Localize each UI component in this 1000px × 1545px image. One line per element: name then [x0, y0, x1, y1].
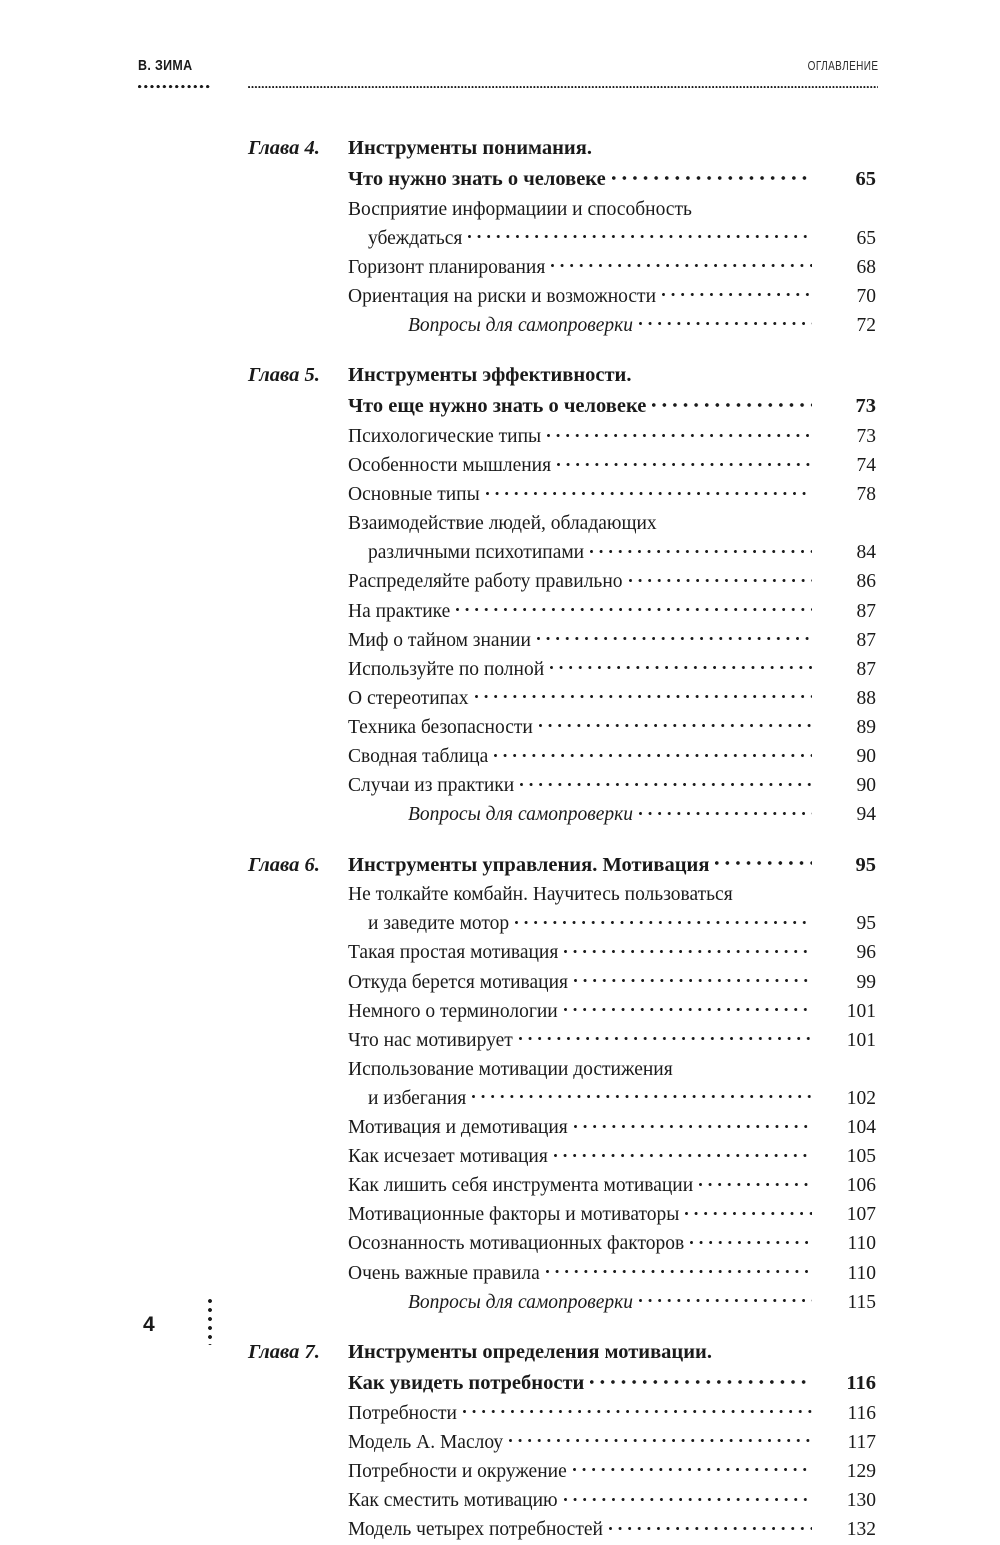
page-number-ref: 94 [856, 804, 876, 826]
toc-entry-title: Такая простая мотивация [348, 942, 559, 964]
dot-leader [570, 968, 816, 988]
page-number-ref: 102 [846, 1087, 876, 1109]
dot-leader [560, 939, 816, 959]
toc-entry-title: Вопросы для самопроверки [408, 804, 634, 826]
dot-leader [594, 134, 816, 155]
page-number-ref: 132 [846, 1519, 876, 1541]
toc-entry-line[interactable] [248, 968, 876, 997]
toc-entry-title: Сводная таблица [348, 746, 489, 767]
chapter-title: Что еще нужно знать о человеке [348, 395, 647, 418]
dot-leader [535, 713, 816, 733]
dot-leader [464, 224, 816, 244]
page-number-ref: 116 [846, 1372, 876, 1395]
toc-entry-line[interactable] [248, 743, 876, 772]
dot-leader [625, 568, 816, 588]
dot-leader [452, 597, 816, 617]
toc-entry-line[interactable] [248, 626, 876, 655]
toc-entry-title: Что нас мотивирует [348, 1029, 513, 1051]
chapter-block [248, 360, 876, 829]
toc-entry-title: и избегания [368, 1087, 467, 1109]
page-number-ref: 95 [855, 853, 876, 876]
dot-leader [468, 1084, 816, 1104]
toc-entry-line[interactable] [248, 1201, 876, 1230]
page-number-ref: 99 [856, 971, 876, 993]
author-dotted-rule [138, 85, 210, 89]
dot-leader [547, 253, 816, 273]
page-number-ref: 84 [856, 542, 876, 564]
toc-entry-line[interactable] [248, 1230, 876, 1259]
chapter-heading-line[interactable] [248, 360, 876, 391]
toc-entry-line[interactable] [248, 939, 876, 968]
dot-leader [516, 772, 816, 792]
dot-leader [490, 743, 816, 763]
page-number-ref: 87 [856, 629, 876, 651]
dot-leader [543, 422, 816, 442]
chapter-title: Инструменты эффективности. [348, 364, 632, 387]
chapter-heading-line[interactable] [248, 133, 876, 164]
toc-entry-line[interactable] [248, 481, 876, 510]
chapter-block [248, 133, 876, 340]
toc-entry-title: Использование мотивации достижения [348, 1058, 673, 1080]
page-number-ref: 105 [846, 1146, 876, 1168]
dot-leader [648, 392, 816, 413]
toc-entry-title: Мотивация и демотивация [348, 1117, 568, 1139]
toc-entry-line[interactable] [248, 713, 876, 742]
chapter-heading-line[interactable] [248, 391, 876, 422]
page-number-ref: 65 [855, 168, 876, 190]
toc-entry-title: Потребности [348, 1402, 457, 1424]
toc-entry-title: Особенности мышления [348, 455, 552, 477]
dot-leader [542, 1259, 816, 1279]
chapter-label: Глава 4. [248, 137, 320, 159]
page-number-ref: 73 [855, 395, 876, 418]
toc-entry-title: Миф о тайном знании [348, 629, 531, 651]
toc-entry-line[interactable] [248, 1486, 876, 1515]
page-number: 4 [143, 1313, 155, 1336]
chapter-title: Инструменты управления. Мотивация [348, 853, 710, 876]
toc-entry-title: Восприятие информациии и способность [348, 198, 692, 220]
running-head-author: В. ЗИМА [138, 58, 193, 74]
toc-entry-title: Как лишить себя инструмента мотивации [348, 1175, 694, 1197]
chapter-label: Глава 5. [248, 364, 320, 387]
chapter-block [248, 850, 876, 1317]
toc-entry-title: Психологические типы [348, 425, 542, 447]
toc-entry-line[interactable] [248, 1428, 876, 1457]
toc-entry-title: На практике [348, 600, 451, 622]
dot-leader [546, 655, 816, 675]
page-number-ref: 96 [856, 942, 876, 964]
dot-leader [635, 1288, 816, 1308]
toc-entry-title: Мотивационные факторы и мотиваторы [348, 1204, 680, 1226]
dot-leader [533, 626, 816, 646]
dot-leader [570, 1114, 816, 1134]
dot-leader [635, 311, 816, 331]
dot-leader [714, 1338, 816, 1359]
page-number-ref: 87 [856, 658, 876, 680]
page-number-ref: 73 [856, 425, 876, 447]
chapter-title: Как увидеть потребности [348, 1372, 585, 1395]
page-number-ref: 68 [856, 256, 876, 278]
toc-entry-title: Очень важные правила [348, 1262, 540, 1284]
page-number-ref: 117 [847, 1431, 876, 1453]
toc-entry-line[interactable] [248, 910, 876, 939]
chapter-label: Глава 7. [248, 1341, 320, 1364]
dot-leader [482, 481, 816, 501]
chapter-label: Глава 6. [248, 853, 320, 876]
page-number-ref: 110 [847, 1262, 876, 1284]
toc-entry-title: Модель четырех потребностей [348, 1519, 603, 1541]
dot-leader [586, 539, 816, 559]
chapter-heading-line[interactable] [248, 164, 876, 195]
page-number-ref: 90 [856, 775, 876, 797]
dot-leader [471, 684, 817, 704]
dot-leader [735, 881, 816, 901]
toc-entry-title: Техника безопасности [348, 716, 533, 738]
toc-entry-title: Немного о терминологии [348, 1000, 558, 1022]
dot-leader [659, 510, 816, 530]
dot-leader [694, 195, 816, 215]
page-number-ref: 65 [856, 227, 876, 249]
page-number-ref: 88 [856, 687, 876, 709]
dot-leader [569, 1457, 816, 1477]
toc-entry-line[interactable] [248, 1143, 876, 1172]
dot-leader [635, 801, 816, 821]
chapter-heading-line[interactable] [248, 1368, 876, 1399]
page-number-ref: 95 [856, 913, 876, 935]
running-head-section: ОГЛАВЛЕНИЕ [807, 59, 878, 73]
chapter-title: Что нужно знать о человеке [348, 168, 606, 190]
page-number-ref: 106 [846, 1175, 876, 1197]
folio-dotted-ornament [208, 1299, 212, 1345]
toc-entry-title: убеждаться [368, 227, 463, 249]
toc-entry-line[interactable] [248, 1288, 876, 1317]
dot-leader [511, 910, 816, 930]
toc-entry-line[interactable] [248, 1457, 876, 1486]
dot-leader [605, 1516, 816, 1536]
page-number-ref: 116 [847, 1402, 876, 1424]
dot-leader [553, 452, 816, 472]
toc-entry-line[interactable] [248, 1114, 876, 1143]
page-number-ref: 70 [856, 285, 876, 307]
page-number-ref: 78 [856, 484, 876, 506]
page-number-ref: 86 [856, 571, 876, 593]
toc-entry-line[interactable] [248, 1055, 876, 1084]
toc-entry-title: Не толкайте комбайн. Научитесь пользоваться [348, 884, 733, 906]
toc-entry-title: Модель А. Маслоу [348, 1431, 504, 1453]
toc-entry-title: Как исчезает мотивация [348, 1146, 548, 1168]
dot-leader [608, 165, 816, 186]
dot-leader [560, 997, 816, 1017]
dot-leader [658, 282, 816, 302]
page-number-ref: 107 [846, 1204, 876, 1226]
toc-entry-title: Вопросы для самопроверки [408, 314, 634, 336]
page-number-ref: 90 [856, 746, 876, 767]
toc-entry-title: Откуда берется мотивация [348, 971, 568, 993]
toc-entry-title: Взаимодействие людей, обладающих [348, 513, 657, 535]
page-number-ref: 101 [846, 1029, 876, 1051]
toc-entry-title: Случаи из практики [348, 775, 515, 797]
dot-leader [634, 361, 817, 382]
running-head [138, 58, 878, 102]
toc-entry-line[interactable] [248, 568, 876, 597]
toc-entry-title: Распределяйте работу правильно [348, 571, 623, 593]
page-number-ref: 110 [847, 1233, 876, 1255]
toc-entry-title: Осознанность мотивационных факторов [348, 1233, 685, 1255]
page-number-ref: 130 [846, 1489, 876, 1511]
toc-entry-line[interactable] [248, 1084, 876, 1113]
toc-entry-line[interactable] [248, 597, 876, 626]
toc-entry-title: Горизонт планирования [348, 256, 546, 278]
toc-entry-line[interactable] [248, 539, 876, 568]
dot-leader [550, 1143, 816, 1163]
toc-entry-line[interactable] [248, 1172, 876, 1201]
toc-entry-line[interactable] [248, 684, 876, 713]
chapter-block [248, 1337, 876, 1544]
dot-leader [515, 1026, 816, 1046]
header-dotted-rule [248, 86, 878, 89]
page-number-ref: 129 [846, 1460, 876, 1482]
dot-leader [560, 1486, 816, 1506]
toc-entry-line[interactable] [248, 655, 876, 684]
page-number-ref: 89 [856, 716, 876, 738]
toc-entry-line[interactable] [248, 510, 876, 539]
chapter-title: Инструменты понимания. [348, 137, 592, 159]
toc-entry-line[interactable] [248, 1516, 876, 1545]
dot-leader [681, 1201, 816, 1221]
dot-leader [505, 1428, 816, 1448]
toc-entry-title: О стереотипах [348, 687, 469, 709]
toc-entry-line[interactable] [248, 772, 876, 801]
toc-entry-title: Вопросы для самопроверки [408, 1291, 634, 1313]
toc-entry-line[interactable] [248, 1399, 876, 1428]
page-number-ref: 72 [856, 314, 876, 336]
page-number-ref: 74 [856, 455, 876, 477]
toc-entry-title: Используйте по полной [348, 658, 545, 680]
toc-entry-title: Ориентация на риски и возможности [348, 285, 657, 307]
toc-entry-title: и заведите мотор [368, 913, 510, 935]
dot-leader [675, 1055, 816, 1075]
toc-entry-line[interactable] [248, 1026, 876, 1055]
dot-leader [711, 850, 816, 871]
toc-entry-line[interactable] [248, 311, 876, 340]
toc-entry-line[interactable] [248, 195, 876, 224]
toc-entry-line[interactable] [248, 253, 876, 282]
chapter-heading-line[interactable] [248, 1337, 876, 1368]
dot-leader [459, 1399, 816, 1419]
page-number-ref: 101 [846, 1000, 876, 1022]
toc-entry-line[interactable] [248, 1259, 876, 1288]
toc-entry-line[interactable] [248, 224, 876, 253]
dot-leader [686, 1230, 816, 1250]
toc-entry-title: Как сместить мотивацию [348, 1489, 558, 1511]
table-of-contents [248, 133, 876, 1545]
page-number-ref: 87 [856, 600, 876, 622]
toc-entry-line[interactable] [248, 282, 876, 311]
toc-entry-title: Основные типы [348, 484, 480, 506]
page-number-ref: 104 [846, 1117, 876, 1139]
toc-entry-line[interactable] [248, 881, 876, 910]
dot-leader [695, 1172, 816, 1192]
chapter-heading-line[interactable] [248, 850, 876, 881]
toc-entry-line[interactable] [248, 997, 876, 1026]
toc-entry-line[interactable] [248, 452, 876, 481]
dot-leader [586, 1369, 816, 1390]
toc-entry-line[interactable] [248, 422, 876, 451]
chapter-title: Инструменты определения мотивации. [348, 1341, 712, 1364]
toc-entry-line[interactable] [248, 801, 876, 830]
toc-entry-title: Потребности и окружение [348, 1460, 567, 1482]
page-number-ref: 115 [847, 1291, 876, 1313]
toc-entry-title: различными психотипами [368, 542, 585, 564]
